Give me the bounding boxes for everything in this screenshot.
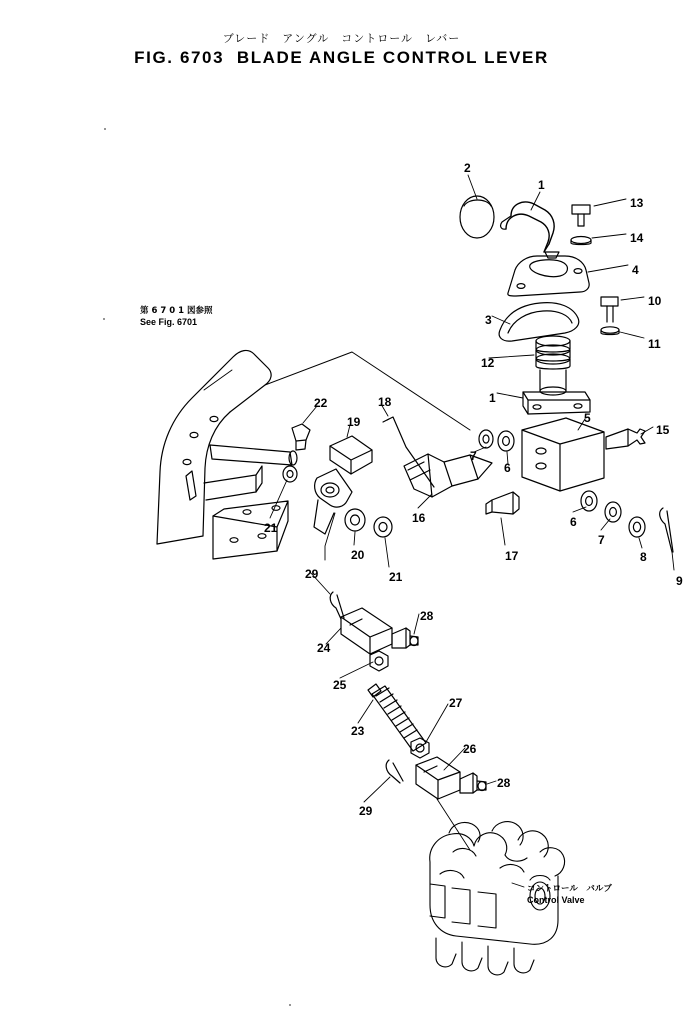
callout-number: 21 xyxy=(389,570,403,584)
callout-number: 13 xyxy=(630,196,644,210)
cover-part-4 xyxy=(508,256,589,296)
callout-number: 19 xyxy=(347,415,361,429)
speck xyxy=(104,128,106,130)
note-control-valve-en: Control Valve xyxy=(527,894,585,905)
callout-number: 9 xyxy=(676,574,683,588)
callout-number: 15 xyxy=(656,423,670,437)
callout-number: 3 xyxy=(485,313,492,327)
note-see-fig-6701-en: See Fig. 6701 xyxy=(140,316,198,327)
block-part-5 xyxy=(522,418,604,491)
callout-number: 8 xyxy=(640,550,647,564)
bushing-part-21 xyxy=(374,517,392,537)
bushing-part-21b xyxy=(283,466,297,482)
callout-number: 25 xyxy=(333,678,347,692)
washer-part-7b xyxy=(605,502,621,522)
callout-number: 6 xyxy=(570,515,577,529)
guide-part-3 xyxy=(499,303,579,342)
cotter-pin-part-29b xyxy=(386,760,400,783)
callout-number: 7 xyxy=(470,449,477,463)
boot-part-12 xyxy=(536,336,570,395)
callout-number: 1 xyxy=(538,178,545,192)
callout-number: 6 xyxy=(504,461,511,475)
link-part-16 xyxy=(404,454,492,497)
lever-part-1 xyxy=(511,202,554,244)
callout-number: 29 xyxy=(305,567,319,581)
bracket-part-24 xyxy=(341,608,392,654)
callout-number: 24 xyxy=(317,641,331,655)
page-title-japanese: ブレード アングル コントロール レバー xyxy=(222,32,461,45)
nut-part-25 xyxy=(370,651,388,671)
callout-number: 12 xyxy=(481,356,495,370)
washer-part-7 xyxy=(479,430,493,448)
washer-part-6b xyxy=(581,491,597,511)
callout-number: 27 xyxy=(449,696,463,710)
callout-number: 7 xyxy=(598,533,605,547)
washer-part-8 xyxy=(629,517,645,537)
note-control-valve-jp: コントロール バルブ xyxy=(527,884,612,894)
bolt-part-28 xyxy=(392,628,418,648)
bolt-part-28b xyxy=(460,773,486,793)
callout-number: 11 xyxy=(648,337,661,351)
callout-number: 20 xyxy=(351,548,365,562)
page-title: FIG. 6703 BLADE ANGLE CONTROL LEVER xyxy=(134,48,549,67)
washer-part-6 xyxy=(498,431,514,451)
washer-part-11 xyxy=(601,327,619,333)
bushing-part-20 xyxy=(345,509,365,531)
cotter-pin-part-9 xyxy=(660,508,672,552)
speck xyxy=(103,318,105,320)
callout-number: 5 xyxy=(584,411,591,425)
pin-part-17 xyxy=(486,492,519,514)
bolt-part-10 xyxy=(601,297,618,306)
callout-number: 26 xyxy=(463,742,477,756)
note-control-valve xyxy=(527,884,612,906)
callout-number: 22 xyxy=(314,396,328,410)
callout-number: 28 xyxy=(497,776,511,790)
callout-number: 1 xyxy=(489,391,496,405)
pin-part-15 xyxy=(606,429,645,449)
note-see-fig-6701 xyxy=(140,306,212,328)
callout-number: 17 xyxy=(505,549,519,563)
callout-number: 16 xyxy=(412,511,426,525)
callout-number: 18 xyxy=(378,395,392,409)
bellcrank-part-19 xyxy=(314,436,372,534)
washer-part-14 xyxy=(571,237,591,244)
callout-number: 14 xyxy=(630,231,644,245)
bolt-part-13 xyxy=(572,205,590,214)
callout-number: 29 xyxy=(359,804,373,818)
knob-part-2 xyxy=(460,196,494,238)
callout-number: 21 xyxy=(264,521,278,535)
clip-part-22 xyxy=(292,424,310,450)
cotter-pin-part-29 xyxy=(330,592,341,619)
callout-number: 10 xyxy=(648,294,662,308)
rod-part-18 xyxy=(387,417,434,487)
note-see-fig-6701-jp: 第 6 7 0 1 図参照 xyxy=(140,306,213,316)
callout-number: 28 xyxy=(420,609,434,623)
nut-part-25b xyxy=(411,738,429,758)
callout-number: 4 xyxy=(632,263,639,277)
speck xyxy=(289,1004,291,1006)
rod-part-23 xyxy=(368,684,426,751)
callout-number: 2 xyxy=(464,161,471,175)
bracket-part-26 xyxy=(416,757,460,799)
callout-number: 23 xyxy=(351,724,365,738)
